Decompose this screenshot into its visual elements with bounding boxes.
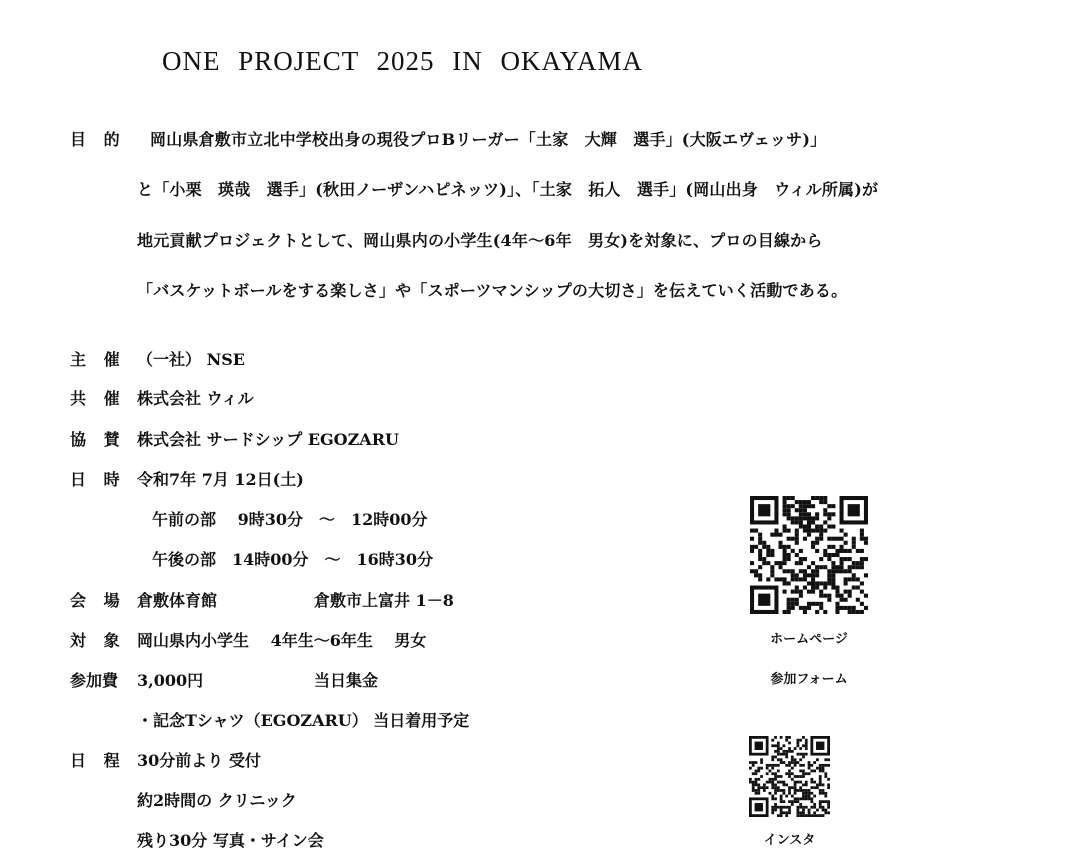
tshirt-note: ・記念Tシャツ（EGOZARU） 当日着用予定 xyxy=(137,711,470,730)
purpose-line-4: 「バスケットボールをする楽しさ」や「スポーツマンシップの大切さ」を伝えていく活動である。 xyxy=(137,281,848,300)
homepage-caption: ホームページ xyxy=(770,632,848,647)
homepage-qr-code-icon[interactable] xyxy=(750,496,868,614)
venue-address: 倉敷市上富井 1－8 xyxy=(314,591,454,610)
co-organizer-value: 株式会社 ウィル xyxy=(137,389,254,408)
fee-amount: 3,000円 xyxy=(137,671,204,690)
instagram-caption: インスタ xyxy=(763,833,816,848)
purpose-line-2: と「小栗 瑛哉 選手」(秋田ノーザンハピネッツ)」、「土家 拓人 選手」(岡山出身 ウィル所属)が xyxy=(137,180,879,199)
schedule-label: 日 程 xyxy=(70,751,126,770)
form-caption: 参加フォーム xyxy=(770,672,848,687)
datetime-label: 日 時 xyxy=(70,470,126,489)
purpose-label: 目 的 xyxy=(70,130,126,149)
instagram-qr-code-icon[interactable] xyxy=(749,736,830,817)
afternoon-session: 午後の部 14時00分 ～ 16時30分 xyxy=(152,550,434,569)
target-label: 対 象 xyxy=(70,631,126,650)
schedule-item-clinic: 約2時間の クリニック xyxy=(137,791,297,810)
purpose-line-3: 地元貢献プロジェクトとして、岡山県内の小学生(4年～6年 男女)を対象に、プロの目線から xyxy=(137,231,823,250)
document-title: ONE PROJECT 2025 IN OKAYAMA xyxy=(162,46,644,76)
schedule-item-photo: 残り30分 写真・サイン会 xyxy=(137,831,324,850)
sponsor-label: 協 賛 xyxy=(70,430,126,449)
co-organizer-label: 共 催 xyxy=(70,389,126,408)
fee-label: 参加費 xyxy=(70,671,119,690)
organizer-value: （一社） NSE xyxy=(137,350,245,369)
event-date: 令和7年 7月 12日(土) xyxy=(137,470,304,489)
venue-label: 会 場 xyxy=(70,591,126,610)
sponsor-value: 株式会社 サードシップ EGOZARU xyxy=(137,430,399,449)
target-value: 岡山県内小学生 4年生～6年生 男女 xyxy=(137,631,427,650)
morning-session: 午前の部 9時30分 ～ 12時00分 xyxy=(152,510,428,529)
venue-name: 倉敷体育館 xyxy=(137,591,218,610)
fee-payment-note: 当日集金 xyxy=(314,671,379,690)
schedule-item-reception: 30分前より 受付 xyxy=(137,751,261,770)
organizer-label: 主 催 xyxy=(70,350,126,369)
purpose-line-1: 岡山県倉敷市立北中学校出身の現役プロBリーガー「土家 大輝 選手」(大阪エヴェッサ)」 xyxy=(150,130,827,149)
